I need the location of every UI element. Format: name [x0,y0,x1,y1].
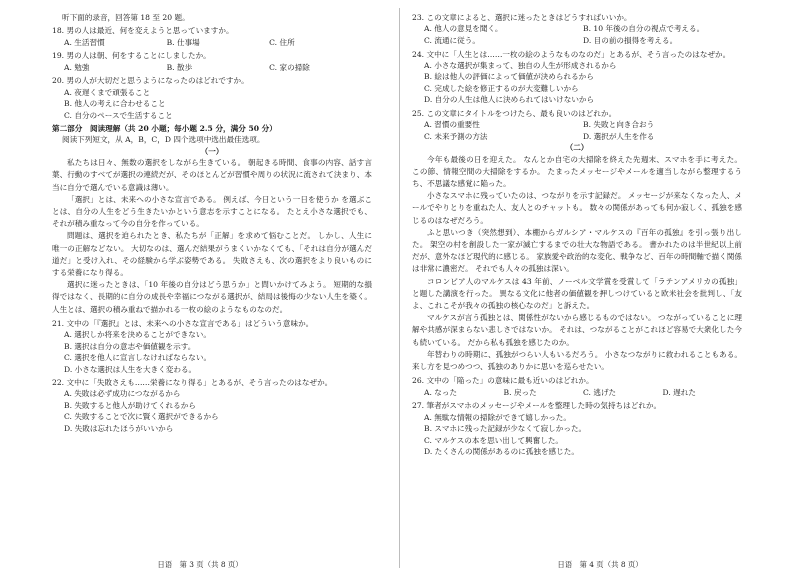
q25-option-c: C. 未来予測の方法 [424,131,488,141]
question-24: 24. 文中に「人生とは……一枚の絵のようなものなのだ」とあるが、そう言ったのはなぜか。 [412,49,731,59]
q26-options [412,387,742,399]
q20-options [52,87,372,121]
q21-option-d: D. 小さな選択は人生を大きく変わる。 [64,364,197,374]
q23-option-c: C. 流通に従う。 [424,36,480,45]
q26-option-b: B. 戻った [503,387,537,397]
q25-option-d: D. 選択が人生を作る [583,131,655,141]
q18-options [52,37,372,49]
passage-2-paragraph-1: 今年も最後の日を迎えた。 なんとか自宅の大掃除を終えた先週末、スマホを手に考えた。 この節、情報空間の大掃除をするか。 たまったメッセージやメールを適当しながら整理するうち、不思議な感覚に陥った。 [412,154,742,189]
q26-option-d: D. 遅れた [662,387,696,397]
listening-intro: 听下面的录音，回答第 18 至 20 题。 [62,13,190,22]
section-2-title: （二） [565,143,589,153]
q26-option-c: C. 逃げた [583,387,617,397]
q24-option-c: C. 完成した絵を修正するのが大変難しいから [424,83,579,93]
q22-option-a: A. 失敗は必ず成功につながるから [64,389,181,399]
part2-instructions: 阅读下列短文，从 A，B，C，D 四个选项中选出最佳选项。 [62,135,265,145]
q25-option-a: A. 習慣の重要性 [424,120,480,130]
q22-option-d: D. 失敗は忘れたほうがいいから [64,423,174,433]
q24-option-b: B. 絵は他人の評価によって価値が決められるから [424,72,594,82]
question-18: 18. 男の人は最近、何を変えようと思っていますか。 [52,26,234,36]
q25-options-row2 [412,131,742,143]
question-26: 26. 文中の「陥った」の意味に最も近いのはどれか。 [412,376,594,386]
q23-options-row2 [412,35,742,47]
left-column [52,12,372,434]
q23-options-row1 [412,23,742,35]
section-1-title: （一） [200,146,224,156]
passage-2-paragraph-3: ふと思いつき（突然想到）、本棚からガルシア・マルケスの『百年の孤独』を引っ張り出した。 架空の村を創設した一家が滅亡するまでの壮大な物語である。 書かれたのは半世紀以上前だが、意外なほど現代的に感じる。 家族愛や政治的な変化、戦争など、百年の時間軸で描く関係は非常に濃密だ。 それでも人々の孤独は深い。 [412,227,742,274]
passage-2-paragraph-5: マルケスが言う孤独とは、関係性がないから感じるものではない。 つながっていることに理解や共感が深まらない悲しさではないか。 それは、つながることがこれほど容易で大衆化した今も続いている。 だから私も孤独を感じたのか。 [412,313,742,347]
q21-option-a: A. 選択しか将来を決めることができない。 [64,330,211,340]
passage-1-paragraph-4: 選択に迷ったときは、「10 年後の自分はどう思うか」と問いかけてみよう。 短期的な損得ではなく、長期的に自分の成長や幸福につながる選択が、結局は後悔の少ない人生を築く。 人生とは、選択の積み重ねで描かれる一枚の絵のようなものなのだ。 [52,280,372,314]
passage-2-paragraph-4: コロンビア人のマルケスは 43 年前、ノーベル文学賞を受賞して「ラテンアメリカの孤独」と題した講演を行った。 異なる文化に他者の価値観を押しつけていると欧米社会を批判し、「友よ、これこそが我々の孤独の核心なのだ」と訴えた。 [412,276,742,311]
q19-options [52,62,372,74]
q21-option-c: C. 選択を他人に宣言しなければならない。 [64,353,212,363]
q25-options-row1 [412,119,742,131]
q22-option-c: C. 失敗することで次に賢く選択ができるから [64,412,219,422]
passage-2-paragraph-2: 小さなスマホに残っていたのは、つながりを示す記録だ。 メッセージが来なくなった人、メールでやりとりを重ねた人、友人とのチャットも。 数々の関係があっても何か寂しく、孤独を感じるのはなぜだろう。 [412,191,742,225]
passage-1-paragraph-3: 問題は、選択を迫られたとき、私たちが「正解」を求めて悩むことだ。 しかし、人生に唯一の正解などない。 大切なのは、選んだ結果がうまくいかなくても、「それは自分が選んだ道だ」と受け入れ、その経験から学ぶ姿勢である。 失敗さえも、次の選択をより良いものにする栄養になり得る。 [52,231,372,278]
q27-option-d: D. たくさんの関係があるのに孤独を感じた。 [424,446,579,456]
q26-option-a: A. なった [424,387,458,397]
q19-option-c: C. 家の掃除 [269,62,310,72]
q27-option-b: B. スマホに残った記録が少なくて寂しかった。 [424,424,587,434]
q18-option-b: B. 仕事場 [166,37,200,47]
q19-option-b: B. 散歩 [166,62,193,72]
q18-option-a: A. 生活習慣 [64,37,105,47]
right-column [412,12,742,457]
q21-options [52,329,372,375]
q23-option-b: B. 10 年後の自分の視点で考える。 [583,24,705,34]
question-19: 19. 男の人は朝、何をすることにしましたか。 [52,51,211,61]
q19-option-a: A. 勉強 [64,62,90,72]
part2-title: 第二部分 阅读理解（共 20 小题；每小题 2.5 分，满分 50 分） [52,124,277,134]
question-27: 27. 筆者がスマホのメッセージやメールを整理した時の気持ちはどれか。 [412,401,662,411]
q27-options [412,412,742,458]
question-23: 23. この文章によると、選択に迷ったときはどうすればいいか。 [412,13,632,22]
q27-option-c: C. マルケスの本を思い出して興奮した。 [424,435,564,445]
question-22: 22. 文中に「失敗さえも……栄養になり得る」とあるが、そう言ったのはなぜか。 [52,377,333,387]
q23-option-d: D. 目の前の損得を考える。 [583,36,678,45]
q24-options [412,60,742,106]
page-footer-left: 日语 第 3 页（共 8 页） [157,560,243,569]
q27-option-a: A. 無駄な情報の掃除ができて嬉しかった。 [424,412,571,422]
q18-option-c: C. 住所 [269,37,295,47]
passage-1-paragraph-1: 私たちは日々、無数の選択をしながら生きている。 朝起きる時間、食事の内容、話す言葉、行動のすべてが選択の連続だが、そのほとんどが習慣や周りの状況に流されて決まり、本当に自分で選んでいる意識は薄い。 [52,158,372,192]
q23-option-a: A. 他人の意見を聞く。 [424,24,503,34]
q25-option-b: B. 失敗と向き合おう [583,120,655,130]
q20-option-c: C. 自分のペースで生活すること [64,110,173,120]
question-25: 25. この文章にタイトルをつけたら、最も良いのはどれか。 [412,108,617,118]
question-20: 20. 男の人が大切だと思うようになったのはどれですか。 [52,76,249,86]
q21-option-b: B. 選択は自分の意志や価値観を示す。 [64,341,196,351]
page-footer-right: 日语 第 4 页（共 8 页） [557,560,643,569]
q20-option-a: A. 夜遅くまで頑張ること [64,87,151,97]
q22-options [52,388,372,434]
passage-1-paragraph-2: 「選択」とは、未来への小さな宣言である。 例えば、今日という一日を使うか を選ぶことは、自分の人生をどう生きたいかという意志を示すことになる。 たとえ小さな選択でも、それが積み重なって今の自分を作っている。 [52,194,372,229]
passage-2-paragraph-6: 年替わりの時期に、孤独がつらい人もいるだろう。 小さなつながりに救われることもある。 来し方を見つめつつ、孤独のありかに思いを巡らせたい。 [412,349,742,372]
q24-option-a: A. 小さな選択が集まって、独自の人生が形成されるから [424,61,617,70]
question-21: 21. 文中の「『選択』とは、未来への小さな宣言である」はどういう意味か。 [52,318,314,328]
q22-option-b: B. 失敗すると他人が助けてくれるから [64,400,196,410]
right-page [400,0,800,579]
q24-option-d: D. 自分の人生は他人に決められてはいけないから [424,95,595,105]
q20-option-b: B. 他人の考えに合わせること [64,99,166,109]
